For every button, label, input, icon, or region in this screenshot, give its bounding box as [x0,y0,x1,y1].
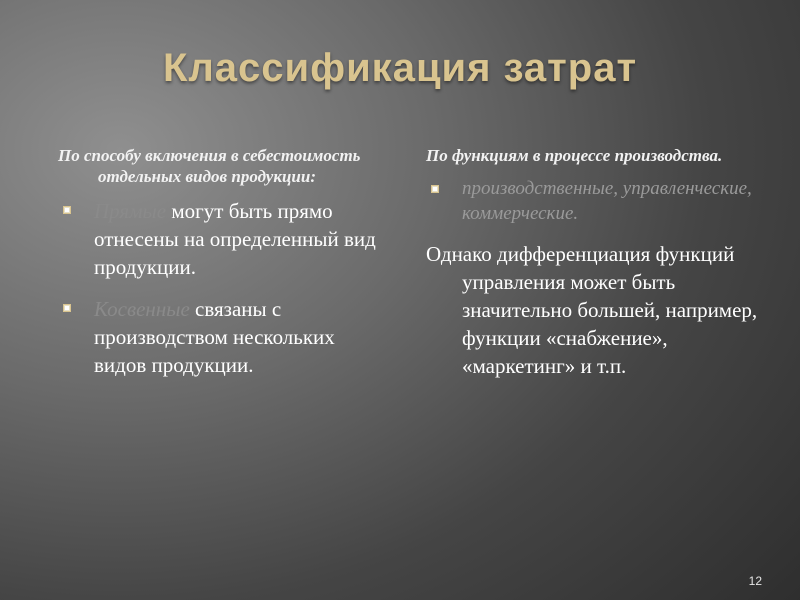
square-bullet-icon [63,206,71,214]
item-text: производственные, управленческие, коммерческие. [462,178,752,224]
right-heading: По функциям в процессе производства. [426,146,723,165]
page-number: 12 [748,574,762,588]
list-item-indirect-costs [58,295,378,379]
right-paragraph: Однако дифференциация функций управления может быть значительно большей, например, функции «снабжение», «маркетинг» и т.п. [426,242,758,378]
square-bullet-icon [431,185,439,193]
item-text: могут быть прямо отнесены на определенный вид продукции. [94,199,376,279]
slide-title: Классификация затрат [162,46,638,90]
left-column [58,145,378,393]
left-heading: По способу включения в себестоимость отдельных видов продукции: [58,146,361,186]
right-column [426,145,771,380]
highlight-term: Прямые [94,199,167,223]
item-text: связаны с производством нескольких видов продукции. [94,297,335,377]
list-item-functions [426,176,771,226]
square-bullet-icon [63,304,71,312]
highlight-term: Косвенные [94,297,190,321]
list-item-direct-costs [58,197,378,281]
